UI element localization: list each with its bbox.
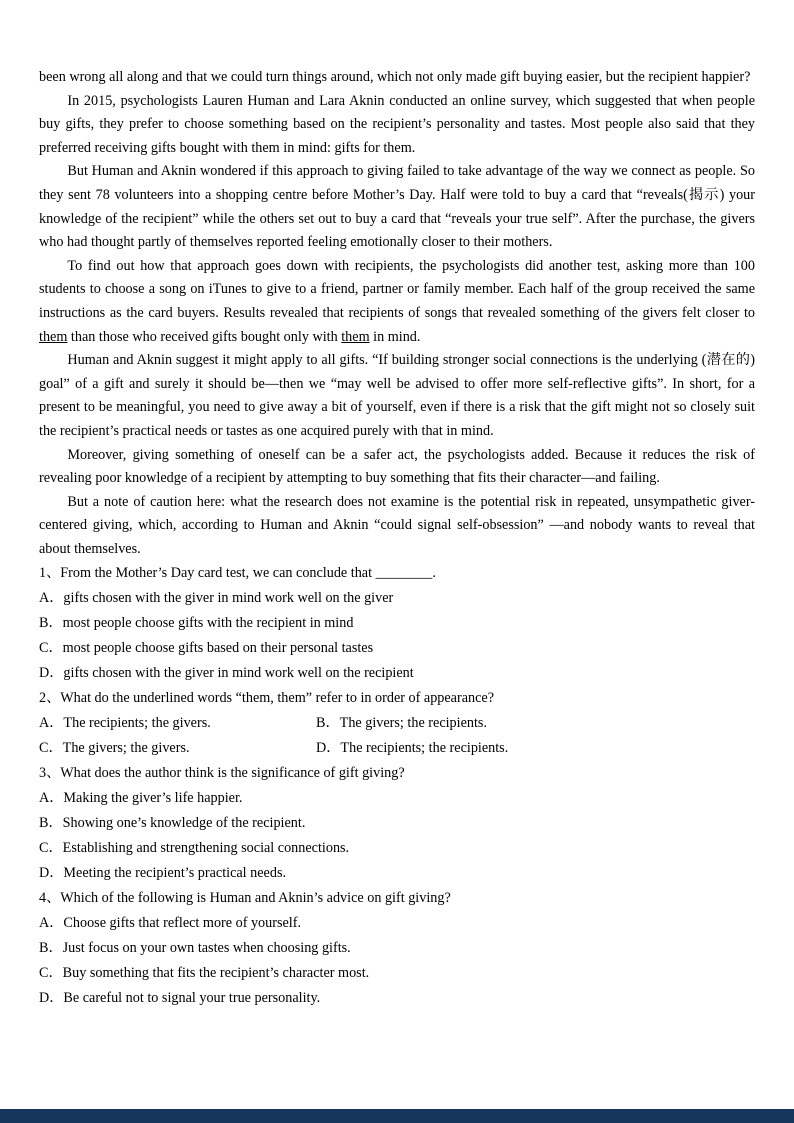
- passage-text: But a note of caution here: what the research does not examine is the potential risk in repeated, unsympathetic giver-centered giving, which, according to Human and Aknin “could signal self-obsession” —and nobody wants to reveal that about themselves.: [39, 493, 755, 557]
- passage-text: been wrong all along and that we could turn things around, which not only made gift buying easier, but the recipient happier?: [39, 69, 751, 85]
- answer-option: B．The givers; the recipients.: [316, 715, 487, 732]
- answer-option: A．Choose gifts that reflect more of yourself.: [39, 915, 302, 932]
- passage-paragraph: [39, 90, 755, 161]
- question-stem: 1、From the Mother’s Day card test, we can conclude that ________.: [39, 565, 436, 582]
- reading-passage: [39, 66, 755, 561]
- passage-paragraph: [39, 160, 755, 254]
- answer-option: B．most people choose gifts with the recipient in mind: [39, 615, 354, 632]
- passage-paragraph: [39, 349, 755, 443]
- options-group: [39, 586, 755, 686]
- passage-text: Moreover, giving something of oneself can be a safer act, the psychologists added. Because it reduces the risk of revealing poor knowledge of a recipient by attempting to buy something that fits their character—and failing.: [39, 446, 755, 487]
- passage-text: But Human and Aknin wondered if this approach to giving failed to take advantage of the way we connect as people. So they sent 78 volunteers into a shopping centre before Mother’s Day. Half were told to buy a card that “reveals(揭示) your knowledge of the recipient” while the others set out to buy a card that “reveals your true self”. After the purchase, the givers who had thought partly of themselves reported feeling emotionally closer to their mothers.: [39, 163, 755, 251]
- answer-option: A．gifts chosen with the giver in mind work well on the giver: [39, 590, 394, 607]
- answer-option: B．Showing one’s knowledge of the recipient.: [39, 815, 306, 832]
- passage-paragraph: [39, 491, 755, 562]
- question-stem: 2、What do the underlined words “them, them” refer to in order of appearance?: [39, 690, 494, 707]
- answer-option: B．Just focus on your own tastes when choosing gifts.: [39, 940, 351, 957]
- answer-option: D．gifts chosen with the giver in mind work well on the recipient: [39, 665, 414, 682]
- answer-option: D．Be careful not to signal your true personality.: [39, 990, 321, 1007]
- answer-option: A．Making the giver’s life happier.: [39, 790, 243, 807]
- answer-option: C．The givers; the givers.: [39, 740, 190, 757]
- options-group: [39, 911, 755, 1011]
- passage-paragraph: [39, 444, 755, 491]
- passage-text: than those who received gifts bought only with: [67, 328, 342, 345]
- passage-paragraph: [39, 66, 755, 90]
- answer-option: C．Establishing and strengthening social connections.: [39, 840, 350, 857]
- underlined-word: them: [341, 328, 370, 345]
- question-stem: 4、Which of the following is Human and Aknin’s advice on gift giving?: [39, 890, 451, 907]
- passage-text: In 2015, psychologists Lauren Human and Lara Aknin conducted an online survey, which suggested that when people buy gifts, they prefer to choose something based on the recipient’s personality and tastes. Most people also said that they preferred receiving gifts bought with them in mind: gifts for them.: [39, 92, 755, 156]
- answer-option: C．Buy something that fits the recipient’s character most.: [39, 965, 370, 982]
- passage-text: in mind.: [369, 328, 421, 345]
- answer-option: D．The recipients; the recipients.: [316, 740, 509, 757]
- answer-option: D．Meeting the recipient’s practical needs.: [39, 865, 287, 882]
- underlined-word: them: [39, 328, 68, 345]
- passage-paragraph: [39, 255, 755, 349]
- answer-option: C．most people choose gifts based on their personal tastes: [39, 640, 374, 657]
- question-stem: 3、What does the author think is the significance of gift giving?: [39, 765, 405, 782]
- footer-bar: [0, 1109, 794, 1123]
- options-group: [39, 711, 755, 761]
- options-group: [39, 786, 755, 886]
- passage-text: Human and Aknin suggest it might apply to all gifts. “If building stronger social connections is the underlying (潜在的) goal” of a gift and surely it should be—then we “may well be advised to offer more self-reflective gifts”. In short, for a present to be meaningful, you need to give away a bit of yourself, even if there is a risk that the gift might not so closely suit the recipient’s practical needs or tastes as one acquired purely with that in mind.: [39, 352, 755, 439]
- answer-option: A．The recipients; the givers.: [39, 715, 211, 732]
- passage-text: To find out how that approach goes down with recipients, the psychologists did another test, asking more than 100 students to choose a song on iTunes to give to a friend, partner or family member. Each half of the group received the same instructions as the card buyers. Results revealed that recipients of songs that revealed something of the givers felt closer to: [39, 257, 755, 321]
- questions-section: [39, 561, 755, 1011]
